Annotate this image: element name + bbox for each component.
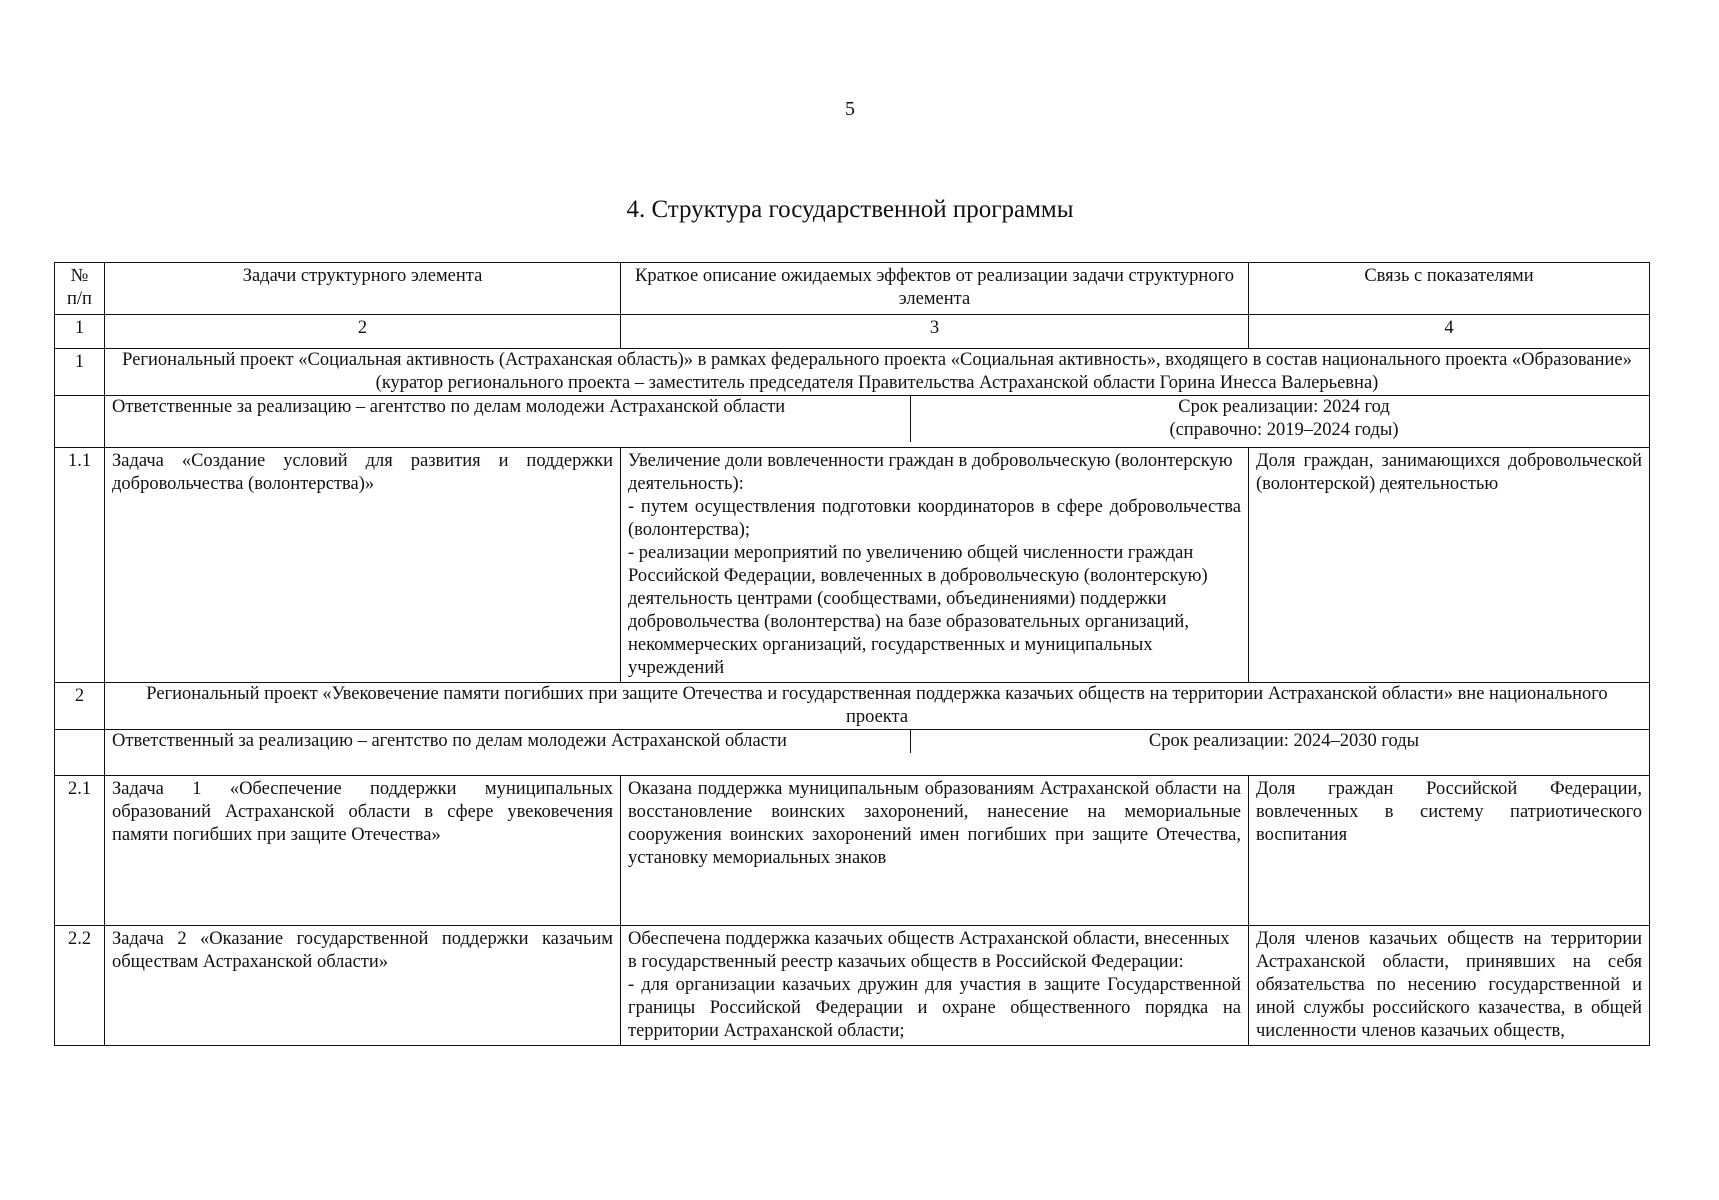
row-2-2-task: Задача 2 «Оказание государственной поддержки казачьим обществам Астраханской области»: [105, 926, 621, 1046]
section-2-term: Срок реализации: 2024–2030 годы: [911, 730, 1650, 753]
section-2-responsible-num: [55, 730, 105, 776]
row-2-1-number: 2.1: [55, 776, 105, 926]
row-1-1-effect-item-1: - путем осуществления подготовки координаторов в сфере добровольчества (волонтерства);: [628, 497, 1241, 540]
section-1-responsible-num: [55, 396, 105, 448]
row-2-2-effect-item-1: - для организации казачьих дружин для участия в защите Государственной границы Российской Федерации и охране общественного порядка на территории Астраханской области;: [628, 975, 1241, 1041]
section-row-2: [55, 683, 1650, 730]
table-row-2-2: [55, 926, 1650, 1046]
header-effects: Краткое описание ожидаемых эффектов от реализации задачи структурного элемента: [621, 263, 1249, 315]
section-2-title: Региональный проект «Увековечение памяти погибших при защите Отечества и государственная поддержка казачьих обществ на территории Астраханской области» вне национального проекта: [105, 683, 1650, 730]
section-title: 4. Структура государственной программы: [626, 196, 1074, 223]
col-number-3: 3: [621, 315, 1249, 349]
row-1-1-number: 1.1: [55, 448, 105, 683]
header-row: [55, 263, 1650, 315]
section-1-term: [911, 396, 1650, 442]
header-link: Связь с показателями: [1249, 263, 1650, 315]
section-1-curator: (куратор регионального проекта – заместитель председателя Правительства Астраханской области Горина Инесса Валерьевна): [375, 373, 1379, 393]
row-1-1-effect-item-2: - реализации мероприятий по увеличению общей численности граждан Российской Федерации, вовлеченных в добровольческую (волонтерскую) деятельность центрами (сообществами, объединениями) поддержки добровольчества (волонтерства) на базе образовательных организаций, некоммерческих организаций, государственных и муниципальных учреждений: [628, 543, 1208, 678]
row-1-1-effect: [621, 448, 1249, 683]
table-row-2-1: [55, 776, 1650, 926]
section-2-responsible: Ответственный за реализацию – агентство по делам молодежи Астраханской области: [112, 731, 787, 751]
row-2-1-effect: Оказана поддержка муниципальным образованиям Астраханской области на восстановление воинских захоронений, нанесение на мемориальные сооружения воинских захоронений имен погибших при защите Отечества, установку мемориальных знаков: [621, 776, 1249, 926]
section-1-project: Региональный проект «Социальная активность (Астраханская область)» в рамках федерального проекта «Социальная активность», входящего в состав национального проекта «Образование»: [122, 350, 1632, 370]
section-2-responsible-row: [55, 730, 1650, 776]
header-num: № п/п: [55, 263, 105, 315]
col-number-2: 2: [105, 315, 621, 349]
row-1-1-indicator: Доля граждан, занимающихся добровольческой (волонтерской) деятельностью: [1249, 448, 1650, 683]
program-structure-table: [54, 262, 1650, 1046]
column-numbers-row: [55, 315, 1650, 349]
row-1-1-task: Задача «Создание условий для развития и поддержки добровольчества (волонтерства)»: [105, 448, 621, 683]
page-number: 5: [845, 98, 855, 120]
row-2-1-task: Задача 1 «Обеспечение поддержки муниципальных образований Астраханской области в сфере увековечения памяти погибших при защите Отечества»: [105, 776, 621, 926]
row-2-1-indicator: Доля граждан Российской Федерации, вовлеченных в систему патриотического воспитания: [1249, 776, 1650, 926]
section-1-responsible: Ответственные за реализацию – агентство по делам молодежи Астраханской области: [112, 397, 786, 417]
section-1-term-note: (справочно: 2019–2024 годы): [1169, 420, 1399, 440]
section-1-term-main: Срок реализации: 2024 год: [1178, 397, 1390, 417]
row-2-2-indicator: Доля членов казачьих обществ на территории Астраханской области, принявших на себя обязательства по несению государственной и иной службы российского казачества, в общей численности членов казачьих обществ,: [1249, 926, 1650, 1046]
table-row-1-1: [55, 448, 1650, 683]
row-2-2-effect-intro: Обеспечена поддержка казачьих обществ Астраханской области, внесенных в государственный реестр казачьих обществ в Российской Федерации:: [628, 929, 1230, 972]
section-1-title: [105, 349, 1650, 396]
section-row-1: [55, 349, 1650, 396]
row-2-2-effect: [621, 926, 1249, 1046]
row-2-2-number: 2.2: [55, 926, 105, 1046]
col-number-4: 4: [1249, 315, 1650, 349]
row-1-1-effect-intro: Увеличение доли вовлеченности граждан в добровольческую (волонтерскую деятельность):: [628, 451, 1233, 494]
col-number-1: 1: [55, 315, 105, 349]
section-1-responsible-row: [55, 396, 1650, 448]
section-2-number: 2: [55, 683, 105, 730]
header-tasks: Задачи структурного элемента: [105, 263, 621, 315]
section-1-number: 1: [55, 349, 105, 396]
